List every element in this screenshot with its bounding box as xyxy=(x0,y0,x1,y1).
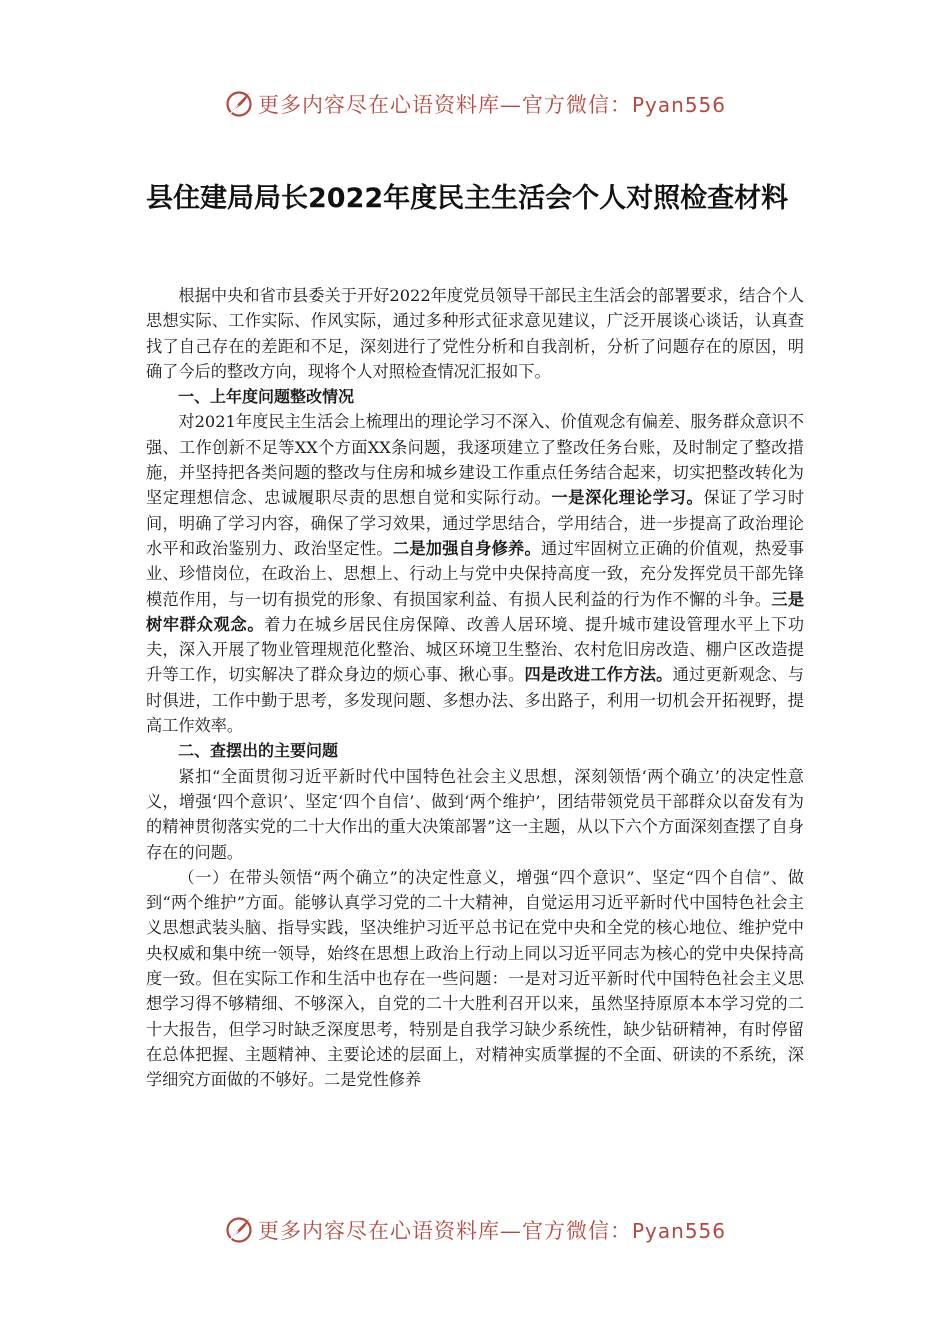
footer-banner xyxy=(0,1208,950,1252)
banner-wechat-id: Pyan556 xyxy=(631,93,726,117)
point-1-label: 一是深化理论学习。 xyxy=(551,488,704,508)
quill-logo-icon xyxy=(224,89,254,119)
point-4-label: 四是改进工作方法。 xyxy=(524,665,673,685)
document-title: 县住建局局长2022年度民主生活会个人对照检查材料 xyxy=(146,183,789,214)
point-2-label: 二是加强自身修养。 xyxy=(392,538,541,558)
quill-logo-icon xyxy=(224,1215,254,1245)
point-3-label: 三是树牢群众观念。 xyxy=(146,589,805,634)
section1-paragraph: 对2021年度民主生活会上梳理出的理论学习不深入、价值观念有偏差、服务群众意识不强、工作创新不足等XX个方面XX条问题，我逐项建立了整改任务台账，及时制定了整改措施，并坚持把各类问题的整改与住房和城乡建设工作重点任务结合起来，切实把整改转化为坚定理想信念、忠诚履职尽责的思想自觉和实际行动。一是深化理论学习。保证了学习时间，明确了学习内容，确保了学习效果，通过学思结合，学用结合，进一步提高了政治理论水平和政治鉴别力、政治坚定性。二是加强自身修养。通过牢固树立正确的价值观，热爱事业、珍惜岗位，在政治上、思想上、行动上与党中央保持高度一致，充分发挥党员干部先锋模范作用，与一切有损党的形象、有损国家利益、有损人民利益的行为作不懈的斗争。三是树牢群众观念。着力在城乡居民住房保障、改善人居环境、提升城市建设管理水平上下功夫，深入开展了物业管理规范化整治、城区环境卫生整治、农村危旧房改造、棚户区改造提升等工作，切实解决了群众身边的烦心事、揪心事。四是改进工作方法。通过更新观念、与时俱进，工作中勤于思考，多发现问题、多想办法、多出路子，利用一切机会开拓视野，提高工作效率。 xyxy=(146,412,805,736)
section2-paragraph-1: 紧扣“全面贯彻习近平新时代中国特色社会主义思想，深刻领悟‘两个确立’的决定性意义，增强‘四个意识’、坚定‘四个自信’、做到‘两个维护’，团结带领党员干部群众以奋发有为的精神贯彻落实党的二十大作出的重大决策部署”这一主题，从以下六个方面深刻查摆了自身存在的问题。 xyxy=(146,766,804,862)
section2-paragraph-2: （一）在带头领悟“两个确立”的决定性意义，增强“四个意识”、坚定“四个自信”、做到“两个维护”方面。能够认真学习党的二十大精神，自觉运用习近平新时代中国特色社会主义思想武装头脑、指导实践，坚决维护习近平总书记在党中央和全党的核心地位、维护党中央权威和集中统一领导，始终在思想上政治上行动上同以习近平同志为核心的党中央保持高度一致。但在实际工作和生活中也存在一些问题：一是对习近平新时代中国特色社会主义思想学习得不够精细、不够深入，自党的二十大胜利召开以来，虽然坚持原原本本学习党的二十大报告，但学习时缺乏深度思考，特别是自我学习缺少系统性，缺少钻研精神，有时停留在总体把握、主题精神、主要论述的层面上，对精神实质掌握的不全面、研读的不系统，深学细究方面做的不够好。二是党性修养 xyxy=(146,867,804,1090)
section-heading-1: 一、上年度问题整改情况 xyxy=(178,387,355,407)
intro-paragraph: 根据中央和省市县委关于开好2022年度党员领导干部民主生活会的部署要求，结合个人思想实际、工作实际、作风实际，通过多种形式征求意见建议，广泛开展谈心谈话，认真查找了自己存在的差距和不足，深刻进行了党性分析和自我剖析，分析了问题存在的原因，明确了今后的整改方向，现将个人对照检查情况汇报如下。 xyxy=(146,286,804,381)
banner-text: 更多内容尽在心语资料库—官方微信：Pyan556 xyxy=(257,1219,726,1243)
banner-wechat-id: Pyan556 xyxy=(631,1219,726,1243)
section-heading-2: 二、查摆出的主要问题 xyxy=(178,741,339,761)
banner-text: 更多内容尽在心语资料库—官方微信：Pyan556 xyxy=(257,93,726,117)
document-body xyxy=(146,283,804,1093)
header-banner xyxy=(0,82,950,126)
